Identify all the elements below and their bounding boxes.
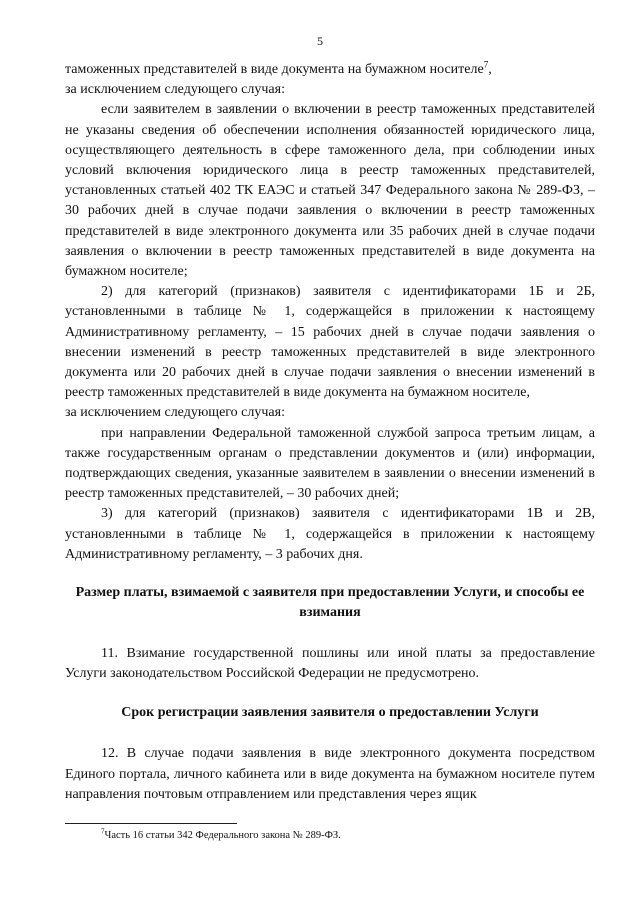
paragraph-punctuation: , [488, 62, 492, 77]
footnote-reference[interactable]: 7 [483, 59, 489, 70]
paragraph-item-3: 3) для категорий (признаков) заявителя с идентификаторами 1В и 2В, установленными в таблице № 1, содержащейся в приложении к настоящему Административному регламенту, – 3 рабочих дня. [65, 506, 595, 562]
section-heading-fee: Размер платы, взимаемой с заявителя при предоставлении Услуги, и способы ее взимания [75, 585, 585, 621]
footnote-text: Часть 16 статьи 342 Федерального закона № 289-ФЗ. [104, 830, 341, 841]
paragraph-12: 12. В случае подачи заявления в виде электронного документа посредством Единого портала, личного кабинета или в виде документа на бумажном носителе путем направления почтовым отправлением или представления через ящик [65, 746, 595, 802]
paragraph-continuation [65, 60, 595, 80]
paragraph-item-2: 2) для категорий (признаков) заявителя с идентификаторами 1Б и 2Б, установленными в таблице № 1, содержащейся в приложении к настоящему Административному регламенту, – 15 рабочих дней в случае подачи заявления о внесении изменений в реестр таможенных представителей в виде электронного документа или 20 рабочих дней в случае подачи заявления о внесении изменений в реестр таможенных представителей в виде документа на бумажном носителе, [65, 284, 595, 401]
footnote [101, 829, 341, 843]
document-body [65, 60, 595, 805]
page-number: 5 [317, 34, 323, 48]
footnote-marker: 7 [101, 827, 105, 836]
paragraph-exception-case: если заявителем в заявлении о включении в реестр таможенных представителей не указаны сведения об обеспечении исполнения обязанностей юридического лица, осуществляющего деятельность в сфере таможенного дела, при соблюдении иных условий включения юридического лица в реестр таможенных представителей, установленных статьей 402 ТК ЕАЭС и статьей 347 Федерального закона № 289-ФЗ, – 30 рабочих дней в случае подачи заявления о включении в реестр таможенных представителей в виде электронного документа или 35 рабочих дней в случае подачи заявления о включении в реестр таможенных представителей в виде документа на бумажном носителе; [65, 102, 595, 280]
paragraph-11: 11. Взимание государственной пошлины или иной платы за предоставление Услуги законодательством Российской Федерации не предусмотрено. [65, 646, 595, 682]
paragraph-exception-intro: за исключением следующего случая: [65, 82, 285, 98]
section-heading-registration: Срок регистрации заявления заявителя о предоставлении Услуги [121, 705, 539, 721]
footnote-divider [65, 823, 237, 824]
paragraph-text: таможенных представителей в виде документа на бумажном носителе [65, 62, 484, 77]
paragraph-exception-intro-2: за исключением следующего случая: [65, 405, 285, 421]
paragraph-exception-case-2: при направлении Федеральной таможенной службой запроса третьим лицам, а также государственным органам о представлении документов и (или) информации, подтверждающих сведения, указанные заявителем в заявлении о внесении изменений в реестр таможенных представителей, – 30 рабочих дней; [65, 425, 595, 502]
